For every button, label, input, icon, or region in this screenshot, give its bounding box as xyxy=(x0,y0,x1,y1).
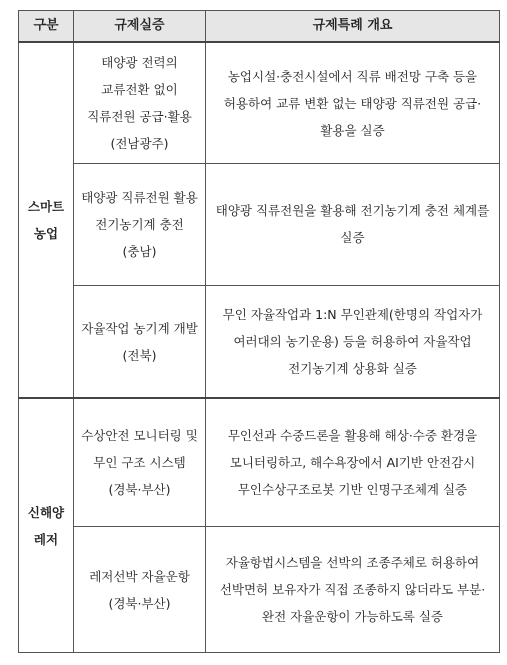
table-row xyxy=(19,527,500,653)
overview-cell: 태양광 직류전원을 활용해 전기농기계 충전 체계를 실증 xyxy=(206,164,500,286)
regulation-case-cell: 레저선박 자율운항 (경북·부산) xyxy=(74,527,206,653)
category-smart-farming xyxy=(19,42,74,398)
header-regulation-case: 규제실증 xyxy=(74,11,206,42)
category-marine-leisure xyxy=(19,398,74,652)
table-header-row xyxy=(19,11,500,42)
overview-cell: 무인 자율작업과 1:N 무인관제(한명의 작업자가 여러대의 농기운용) 등을 허용하여 자율작업 전기농기계 상용화 실증 xyxy=(206,285,500,398)
header-overview: 규제특례 개요 xyxy=(206,11,500,42)
category-label: 스마트 농업 xyxy=(27,199,65,242)
regulation-case-cell: 태양광 직류전원 활용 전기농기계 충전 (충남) xyxy=(74,164,206,286)
overview-cell: 자율항법시스템을 선박의 조종주체로 허용하여 선박면허 보유자가 직접 조종하지 않더라도 부분·완전 자율운항이 가능하도록 실증 xyxy=(206,527,500,653)
table-row xyxy=(19,164,500,286)
overview-cell: 농업시설·충전시설에서 직류 배전망 구축 등을 허용하여 교류 변환 없는 태양광 직류전원 공급·활용을 실증 xyxy=(206,42,500,164)
overview-cell: 무인선과 수중드론을 활용해 해상·수중 환경을 모니터링하고, 해수욕장에서 AI기반 안전감시 무인수상구조로봇 기반 인명구조체계 실증 xyxy=(206,398,500,526)
table-row xyxy=(19,398,500,526)
header-category: 구분 xyxy=(19,11,74,42)
table-row xyxy=(19,285,500,398)
regulation-case-cell: 태양광 전력의 교류전환 없이 직류전원 공급·활용 (전남광주) xyxy=(74,42,206,164)
regulation-case-cell: 자율작업 농기계 개발 (전북) xyxy=(74,285,206,398)
regulation-table xyxy=(18,10,500,653)
table-row xyxy=(19,42,500,164)
category-label: 신해양 레저 xyxy=(27,504,65,547)
regulation-case-cell: 수상안전 모니터링 및 무인 구조 시스템 (경북·부산) xyxy=(74,398,206,526)
